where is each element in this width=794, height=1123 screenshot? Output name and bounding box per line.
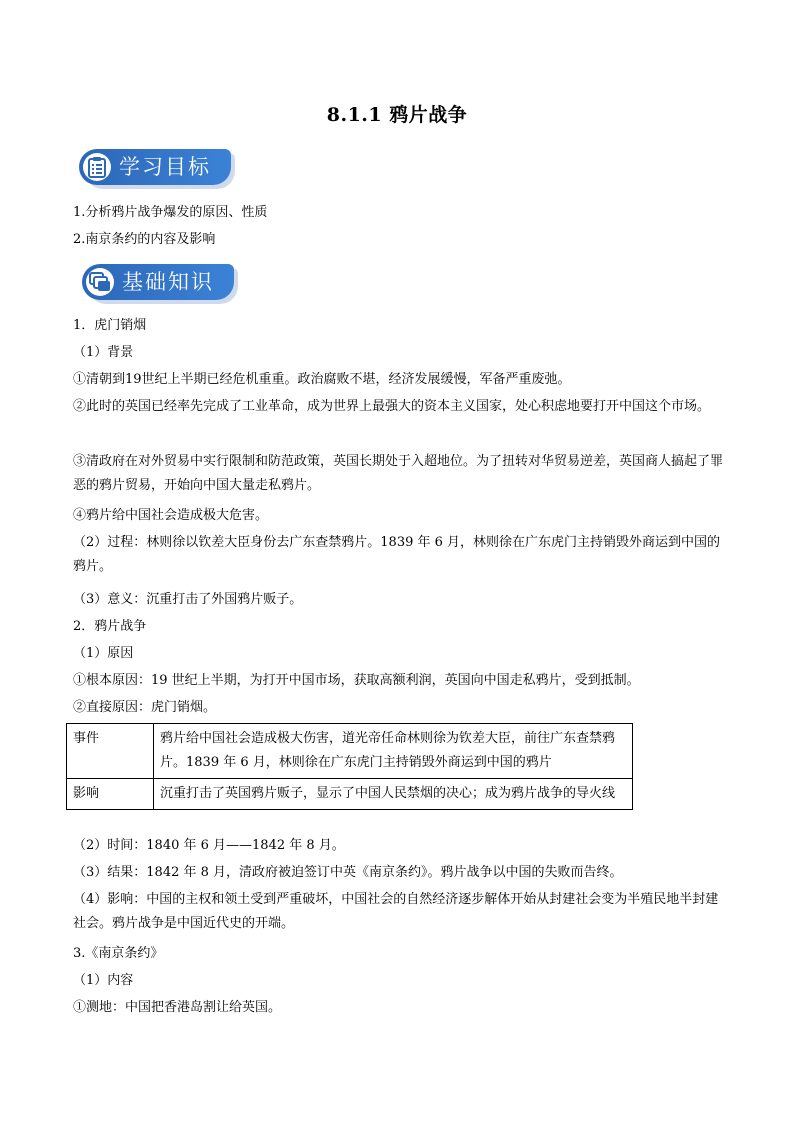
section-heading: 2．鸦片战争 <box>73 619 147 634</box>
paragraph: （4）影响：中国的主权和领土受到严重破坏，中国社会的自然经济逐步解体开始从封建社会变为半殖民地半封建社会。鸦片战争是中国近代史的开端。 <box>73 892 719 931</box>
paragraph: ①清朝到19世纪上半期已经危机重重。政治腐败不堪，经济发展缓慢，军备严重废弛。 <box>73 372 571 387</box>
table-row <box>67 724 633 779</box>
section-heading: 3.《南京条约》 <box>73 946 164 961</box>
objectives-banner <box>79 147 239 187</box>
clipboard-list-icon <box>83 153 111 181</box>
subsection-heading: （1）原因 <box>73 646 134 661</box>
paragraph: （2）时间：1840 年 6 月——1842 年 8 月。 <box>73 838 345 853</box>
page-title: 8.1.1 鸦片战争 <box>326 104 468 126</box>
objective-item: 1.分析鸦片战争爆发的原因、性质 <box>73 205 268 220</box>
table-cell-head: 事件 <box>67 724 154 779</box>
paragraph: ①测地：中国把香港岛割让给英国。 <box>73 1000 282 1015</box>
paragraph: ④鸦片给中国社会造成极大危害。 <box>73 508 269 523</box>
paragraph: （3）意义：沉重打击了外国鸦片贩子。 <box>73 592 303 607</box>
event-table <box>66 723 633 810</box>
knowledge-banner-label: 基础知识 <box>122 270 214 294</box>
table-cell-body: 鸦片给中国社会造成极大伤害，道光帝任命林则徐为钦差大臣，前往广东查禁鸦片。1839 年 6 月，林则徐在广东虎门主持销毁外商运到中国的鸦片 <box>154 724 633 779</box>
table-row <box>67 779 633 810</box>
objectives-banner-label: 学习目标 <box>119 155 211 179</box>
table-cell-body: 沉重打击了英国鸦片贩子，显示了中国人民禁烟的决心；成为鸦片战争的导火线 <box>154 779 633 810</box>
paragraph: ②直接原因：虎门销烟。 <box>73 700 217 715</box>
subsection-heading: （1）背景 <box>73 345 134 360</box>
section-heading: 1．虎门销烟 <box>73 318 147 333</box>
subsection-heading: （1）内容 <box>73 973 134 988</box>
stacked-documents-icon <box>86 268 114 296</box>
paragraph: ②此时的英国已经率先完成了工业革命，成为世界上最强大的资本主义国家，处心积虑地要打开中国这个市场。 <box>73 399 711 414</box>
objective-item: 2.南京条约的内容及影响 <box>73 232 216 247</box>
paragraph: （2）过程：林则徐以钦差大臣身份去广东查禁鸦片。1839 年 6 月，林则徐在广东虎门主持销毁外商运到中国的鸦片。 <box>73 535 721 574</box>
table-cell-head: 影响 <box>67 779 154 810</box>
paragraph: （3）结果：1842 年 8 月，清政府被迫签订中英《南京条约》。鸦片战争以中国的失败而告终。 <box>73 865 623 880</box>
paragraph: ①根本原因：19 世纪上半期，为打开中国市场，获取高额利润，英国向中国走私鸦片，受到抵制。 <box>73 673 640 688</box>
knowledge-banner <box>82 262 242 302</box>
paragraph: ③清政府在对外贸易中实行限制和防范政策，英国长期处于入超地位。为了扭转对华贸易逆差，英国商人搞起了罪恶的鸦片贸易，开始向中国大量走私鸦片。 <box>73 454 724 493</box>
